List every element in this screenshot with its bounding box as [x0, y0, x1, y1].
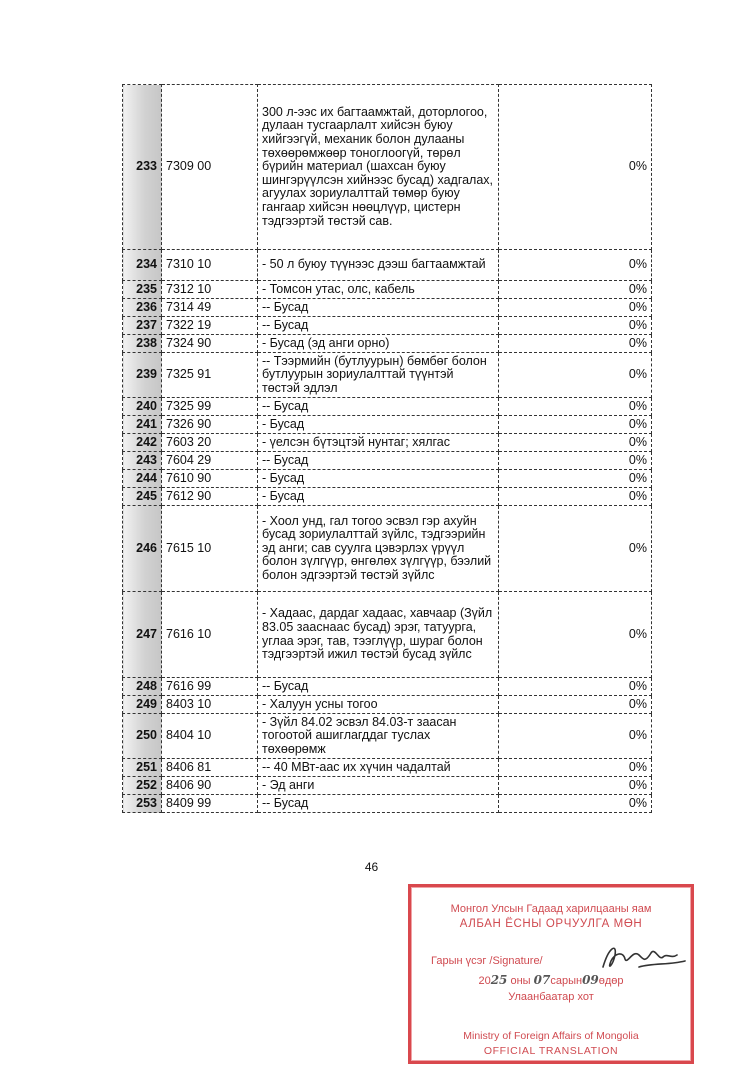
hs-code: 7325 91: [162, 353, 258, 398]
row-number: 244: [123, 470, 162, 488]
row-number: 236: [123, 299, 162, 317]
row-number: 248: [123, 678, 162, 696]
tariff-rate: 0%: [499, 85, 652, 250]
hs-code: 8406 90: [162, 777, 258, 795]
tariff-rate: 0%: [499, 506, 652, 592]
table-row: [123, 353, 652, 398]
stamp-date-month-unit: сарын: [550, 975, 583, 987]
row-number: 242: [123, 434, 162, 452]
row-description: -- Бусад: [258, 678, 499, 696]
hs-code: 7324 90: [162, 335, 258, 353]
hs-code: 7312 10: [162, 281, 258, 299]
hs-code: 7326 90: [162, 416, 258, 434]
stamp-date-year: 25: [490, 973, 508, 987]
tariff-rate: 0%: [499, 759, 652, 777]
stamp-signature-label: Гарын үсэг /Signature/: [431, 955, 543, 967]
tariff-rate: 0%: [499, 470, 652, 488]
tariff-rate: 0%: [499, 777, 652, 795]
row-number: 243: [123, 452, 162, 470]
hs-code: 7314 49: [162, 299, 258, 317]
stamp-official-translation-en: OFFICIAL TRANSLATION: [483, 1045, 619, 1057]
row-description: - Бусад: [258, 488, 499, 506]
row-number: 250: [123, 714, 162, 759]
tariff-rate: 0%: [499, 696, 652, 714]
stamp-date-month: 07: [533, 973, 551, 987]
stamp-city: Улаанбаатар хот: [508, 991, 594, 1003]
row-description: -- Бусад: [258, 795, 499, 813]
row-description: - Бусад: [258, 470, 499, 488]
hs-code: 7309 00: [162, 85, 258, 250]
hs-code: 7325 99: [162, 398, 258, 416]
row-description: - 50 л буюу түүнээс дээш багтаамжтай: [258, 250, 499, 281]
row-number: 238: [123, 335, 162, 353]
table-row: [123, 470, 652, 488]
hs-code: 7322 19: [162, 317, 258, 335]
table-row: [123, 592, 652, 678]
row-description: -- 40 МВт-аас их хүчин чадалтай: [258, 759, 499, 777]
row-description: - Хадаас, дардаг хадаас, хавчаар (Зүйл 83.05 зааснаас бусад) эрэг, татуурга, углаа эрэг, тав, тээглүүр, шураг болон тэдгээртэй ижил төстэй бусад зүйлс: [258, 592, 499, 678]
tariff-rate: 0%: [499, 592, 652, 678]
tariff-rate: 0%: [499, 714, 652, 759]
hs-code: 7603 20: [162, 434, 258, 452]
row-description: -- Бусад: [258, 299, 499, 317]
table-row: [123, 299, 652, 317]
tariff-rate: 0%: [499, 416, 652, 434]
row-number: 234: [123, 250, 162, 281]
row-number: 239: [123, 353, 162, 398]
hs-code: 8409 99: [162, 795, 258, 813]
stamp-date: [411, 973, 691, 987]
hs-code: 7610 90: [162, 470, 258, 488]
row-description: - Халуун усны тогоо: [258, 696, 499, 714]
hs-code: 7616 99: [162, 678, 258, 696]
table-row: [123, 434, 652, 452]
tariff-rate: 0%: [499, 795, 652, 813]
table-row: [123, 506, 652, 592]
hs-code: 8406 81: [162, 759, 258, 777]
tariff-rate: 0%: [499, 434, 652, 452]
table-row: [123, 759, 652, 777]
table-row: [123, 795, 652, 813]
stamp-date-year-unit: оны: [510, 975, 531, 987]
row-number: 240: [123, 398, 162, 416]
tariff-rate: 0%: [499, 678, 652, 696]
row-description: - Зүйл 84.02 эсвэл 84.03-т заасан тогоотой ашиглагддаг туслах төхөөрөмж: [258, 714, 499, 759]
row-number: 253: [123, 795, 162, 813]
row-description: - үелсэн бүтэцтэй нунтаг; хялгас: [258, 434, 499, 452]
row-description: -- Тээрмийн (бутлуурын) бөмбөг болон бутлуурын зориулалттай түүнтэй төстэй эдлэл: [258, 353, 499, 398]
row-description: - Хоол унд, гал тогоо эсвэл гэр ахуйн бусад зориулалттай зүйлс, тэдгээрийн эд анги; сав суулга цэвэрлэх үрүүл болон зүлгүүр, өнгөлөх зүлгүүр, бээлий болон эдгээртэй төстэй зүйлс: [258, 506, 499, 592]
row-description: - Томсон утас, олс, кабель: [258, 281, 499, 299]
tariff-rate: 0%: [499, 398, 652, 416]
table-row: [123, 416, 652, 434]
official-translation-stamp: [408, 884, 694, 1064]
stamp-date-day: 09: [582, 973, 599, 987]
row-description: - Эд анги: [258, 777, 499, 795]
row-description: -- Бусад: [258, 452, 499, 470]
table-row: [123, 452, 652, 470]
hs-code: 7612 90: [162, 488, 258, 506]
row-number: 252: [123, 777, 162, 795]
table-row: [123, 777, 652, 795]
table-row: [123, 696, 652, 714]
signature-icon: [599, 941, 689, 975]
tariff-table: [122, 84, 652, 813]
hs-code: 7604 29: [162, 452, 258, 470]
table-row: [123, 85, 652, 250]
table-row: [123, 250, 652, 281]
stamp-ministry-mn: Монгол Улсын Гадаад харилцааны яам: [450, 903, 652, 915]
tariff-rate: 0%: [499, 353, 652, 398]
row-description: - Бусад (эд анги орно): [258, 335, 499, 353]
row-number: 235: [123, 281, 162, 299]
stamp-date-day-unit: өдөр: [598, 975, 624, 987]
tariff-rate: 0%: [499, 250, 652, 281]
row-number: 249: [123, 696, 162, 714]
table-row: [123, 317, 652, 335]
hs-code: 7616 10: [162, 592, 258, 678]
tariff-rate: 0%: [499, 335, 652, 353]
row-number: 251: [123, 759, 162, 777]
row-number: 246: [123, 506, 162, 592]
row-number: 233: [123, 85, 162, 250]
tariff-rate: 0%: [499, 452, 652, 470]
table-row: [123, 714, 652, 759]
table-row: [123, 281, 652, 299]
hs-code: 7310 10: [162, 250, 258, 281]
tariff-rate: 0%: [499, 299, 652, 317]
table-row: [123, 678, 652, 696]
row-description: -- Бусад: [258, 317, 499, 335]
row-description: -- Бусад: [258, 398, 499, 416]
tariff-rate: 0%: [499, 281, 652, 299]
row-number: 245: [123, 488, 162, 506]
row-number: 247: [123, 592, 162, 678]
page-number: 46: [364, 860, 379, 874]
row-number: 241: [123, 416, 162, 434]
row-description: 300 л-ээс их багтаамжтай, доторлогоо, дулаан тусгаарлалт хийсэн буюу хийгээгүй, механик болон дулааны төхөөрөмжөөр тоноглоогүй, төрөл бүрийн материал (шахсан буюу шингэрүүлсэн хийнээс бусад) хадгалах, агуулах зориулалттай төмөр буюу гангаар хийсэн нөөцлүүр, цистерн тэдгээртэй төстэй сав.: [258, 85, 499, 250]
stamp-official-translation-mn: АЛБАН ЁСНЫ ОРЧУУЛГА МӨН: [459, 918, 643, 930]
table-row: [123, 398, 652, 416]
table-row: [123, 488, 652, 506]
hs-code: 7615 10: [162, 506, 258, 592]
tariff-rate: 0%: [499, 317, 652, 335]
table-row: [123, 335, 652, 353]
row-description: - Бусад: [258, 416, 499, 434]
tariff-rate: 0%: [499, 488, 652, 506]
stamp-ministry-en: Ministry of Foreign Affairs of Mongolia: [463, 1030, 639, 1042]
hs-code: 8403 10: [162, 696, 258, 714]
stamp-date-prefix: 20: [478, 975, 491, 987]
row-number: 237: [123, 317, 162, 335]
hs-code: 8404 10: [162, 714, 258, 759]
